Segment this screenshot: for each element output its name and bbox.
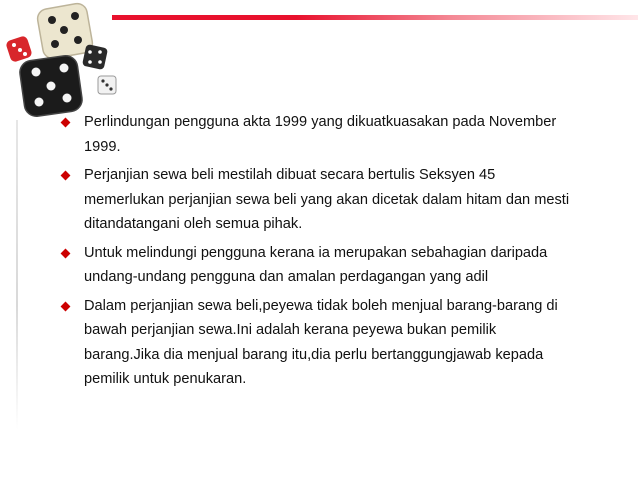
small-white-die-icon: [98, 76, 116, 94]
bullet-line: Untuk melindungi pengguna kerana ia merupakan sebahagian daripada: [84, 244, 548, 261]
red-die-icon: [5, 35, 33, 63]
diamond-bullet-icon: [61, 301, 71, 311]
diamond-bullet-icon: [61, 118, 71, 128]
bullet-line: bawah perjanjian sewa.Ini adalah kerana peyewa bukan pemilik: [84, 322, 497, 338]
dice-image: [0, 0, 130, 125]
bullet-line: barang.Jika dia menjual barang itu,dia perlu bertanggungjawab kepada: [84, 346, 544, 363]
title-accent-line: [112, 15, 638, 20]
bullet-line: pemilik untuk penukaran.: [84, 371, 247, 387]
diamond-bullet-icon: [61, 248, 71, 258]
diamond-bullet-icon: [61, 171, 71, 181]
bullet-line: Perjanjian sewa beli mestilah dibuat secara bertulis Seksyen 45: [84, 167, 496, 183]
left-margin-line: [16, 120, 18, 430]
bullet-list: [62, 110, 622, 396]
bullet-line: 1999.: [84, 138, 121, 155]
bullet-item: [62, 110, 622, 159]
black-die-icon: [18, 54, 83, 118]
bullet-line: ditandatangani oleh semua pihak.: [84, 216, 303, 232]
bullet-line: Dalam perjanjian sewa beli,peyewa tidak boleh menjual barang-barang di: [84, 297, 558, 314]
bullet-line: Perlindungan pengguna akta 1999 yang dikuatkuasakan pada November: [84, 114, 557, 130]
bullet-line: undang-undang pengguna dan amalan perdagangan yang adil: [84, 269, 489, 285]
bullet-item: [62, 163, 622, 237]
bullet-item: [62, 241, 622, 290]
small-black-die-icon: [82, 44, 108, 70]
bullet-line: memerlukan perjanjian sewa beli yang akan dicetak dalam hitam dan mesti: [84, 191, 570, 208]
bullet-item: [62, 294, 622, 392]
